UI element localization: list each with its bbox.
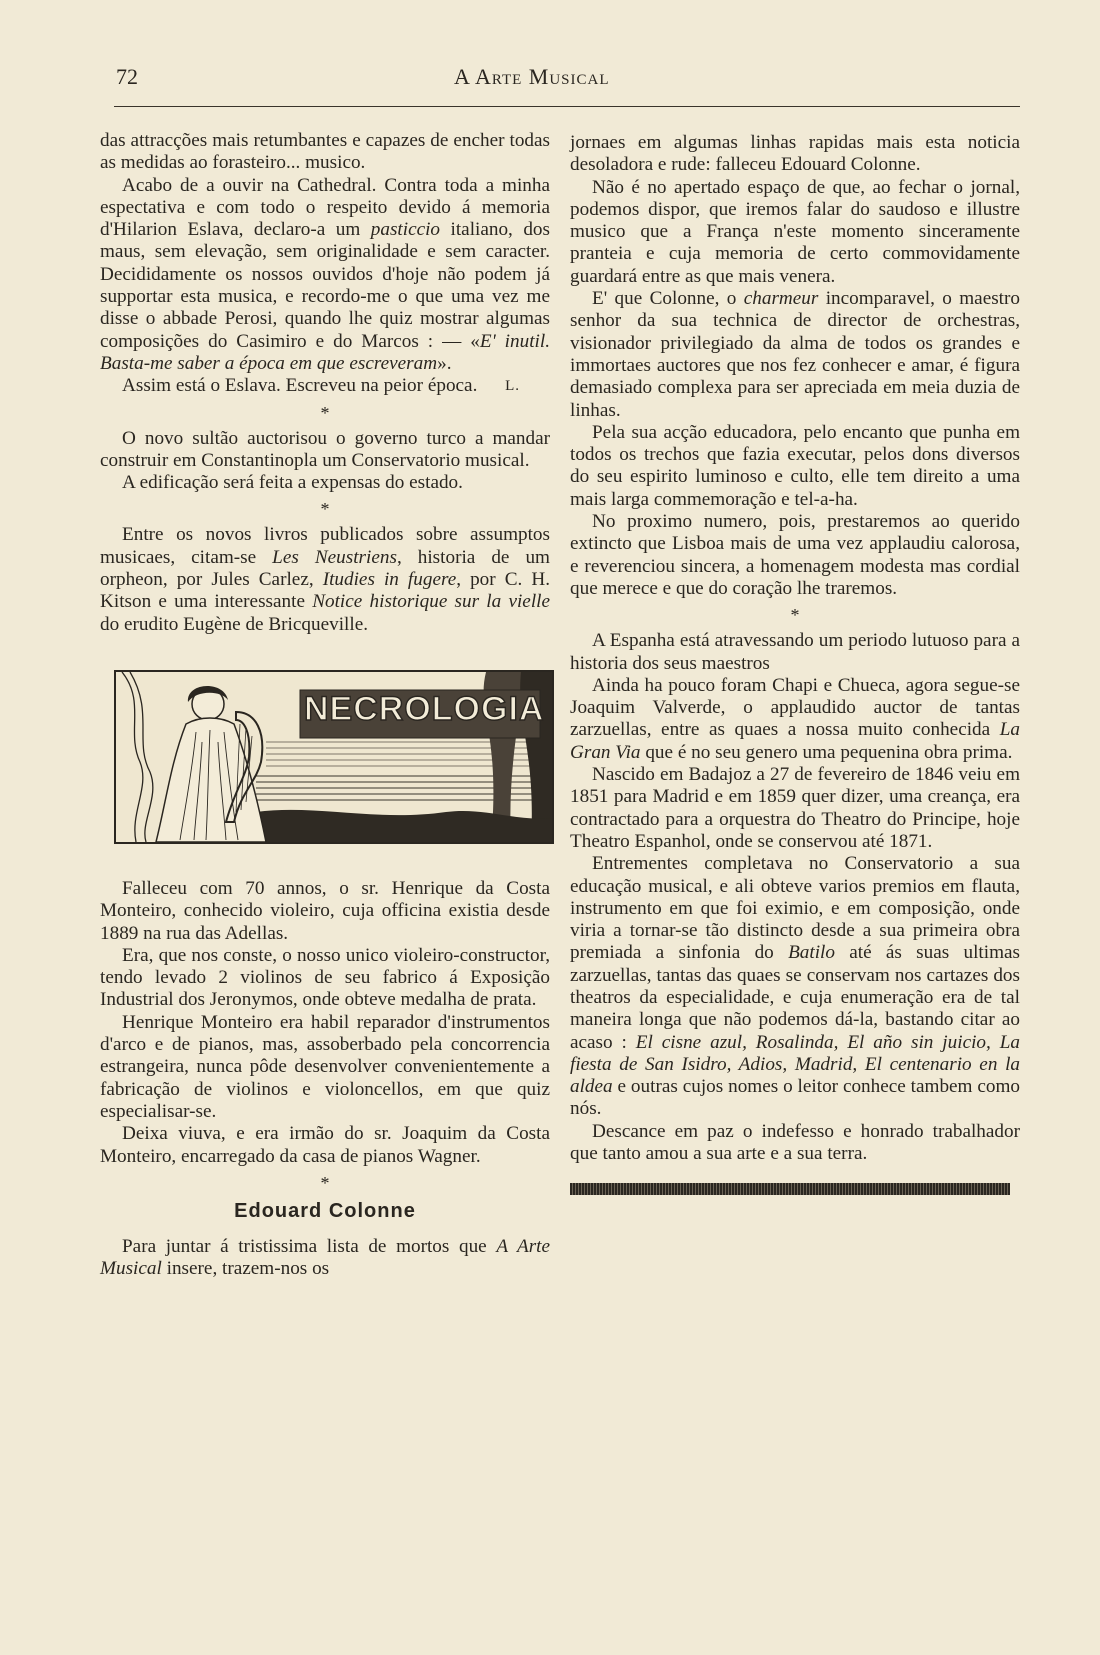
paragraph: Pela sua acção educadora, pelo encanto que punha em todos os trechos que fazia executar, pelos dons diversos do seu espirito luminoso e culto, elle tem direito a uma mais larga commemoração e tel-a-ha. <box>570 421 1020 510</box>
paragraph: A Espanha está atravessando um periodo lutuoso para a historia dos seus maestros <box>570 630 1020 674</box>
paragraph: No proximo numero, pois, prestaremos ao querido extincto que Lisboa mais de uma vez applaudiu calorosa, e reverenciou sincera, a homenagem modesta mas cordial que merece e que do coração lhe traremos. <box>570 511 1020 599</box>
page-number: 72 <box>116 64 138 89</box>
paragraph: Era, que nos conste, o nosso unico violeiro-constructor, tendo levado 2 violinos de seu fabrico á Exposição Industrial dos Jeronymos, onde obteve medalha de prata. <box>100 944 550 1011</box>
paragraph: A edificação será feita a expensas do estado. <box>122 472 463 494</box>
banner-title: NECROLOGIA <box>304 689 545 728</box>
section-heading: Edouard Colonne <box>234 1199 416 1222</box>
left-column <box>100 130 550 1281</box>
paragraph: Nascido em Badajoz a 27 de fevereiro de 1846 veiu em 1851 para Madrid e em 1859 quer dizer, uma creança, era contractado para a orquestra do Theatro do Principe, hoje Theatro Espanhol, onde se conservou até 1871. <box>570 764 1020 852</box>
asterism-separator: * <box>320 1172 330 1193</box>
page-header <box>116 64 1020 94</box>
header-rule <box>114 106 1020 107</box>
paragraph: O novo sultão auctorisou o governo turco a mandar construir em Constantinopla um Conservatorio musical. <box>100 427 550 471</box>
asterism-separator: * <box>320 402 330 423</box>
paragraph: Ainda ha pouco foram Chapi e Chueca, agora segue-se Joaquim Valverde, o applaudido auctor de tantas zarzuellas, entre as quaes a nossa muito conhecida La Gran Via que é no seu genero uma pequenina obra prima. <box>570 674 1020 763</box>
paragraph: E' que Colonne, o charmeur incomparavel, o maestro senhor da sua technica de director de orchestras, visionador privilegiado da alma de todos os grandes e immortaes auctores que nos fez conhecer e amar, é figura demasiado complexa para ser apreciada em meia duzia de linhas. <box>570 288 1020 421</box>
paragraph: Entrementes completava no Conservatorio a sua educação musical, e ali obteve varios premios em flauta, instrumento em que foi eximio, e em composição, onde viria a tornar-se tão distincto desde a sua primeira obra premiada a sinfonia do Batilo até ás suas ultimas zarzuellas, tantas das quaes se conservam nos cartazes dos theatros da especialidade, e cuja enumeração era de tal maneira longa que não podemos dá-la, bastando citar ao acaso : El cisne azul, Rosalinda, El año sin juicio, La fiesta de San Isidro, Adios, Madrid, El centenario en la aldea e outras cujos nomes o leitor conhece tambem como nós. <box>570 853 1021 1120</box>
paragraph: jornaes em algumas linhas rapidas mais esta noticia desoladora e rude: falleceu Edouard Colonne. <box>570 132 1020 176</box>
paragraph: Assim está o Eslava. Escreveu na peior época. L. <box>122 375 520 397</box>
paragraph: Para juntar á tristissima lista de mortos que A Arte Musical insere, trazem-nos os <box>100 1236 551 1280</box>
paragraph: Acabo de a ouvir na Cathedral. Contra toda a minha espectativa e com todo o respeito devido á memoria d'Hilarion Eslava, declaro-a um pasticcio italiano, dos maus, sem elevação, sem originalidade e sem caracter. Decididamente os nossos ouvidos d'hoje não podem já supportar esta musica, e recordo-me o que uma vez me disse o abbade Perosi, quando lhe quiz mostrar algumas composições do Casimiro e do Marcos : — «E' inutil. Basta-me saber a época em que escreveram». <box>100 174 550 374</box>
right-column <box>570 132 1020 1195</box>
running-title: A Arte Musical <box>454 64 610 89</box>
paragraph: Henrique Monteiro era habil reparador d'instrumentos d'arco e de pianos, mas, assoberbado pela concorrencia estrangeira, nunca pôde desenvolver convenientemente a fabricação de violinos e violoncellos, em que quiz especialisar-se. <box>100 1011 550 1122</box>
paragraph: Falleceu com 70 annos, o sr. Henrique da Costa Monteiro, conhecido violeiro, cuja officina existia desde 1889 na rua das Adellas. <box>100 877 550 944</box>
paragraph: Deixa viuva, e era irmão do sr. Joaquim da Costa Monteiro, encarregado da casa de pianos Wagner. <box>100 1123 550 1167</box>
paragraph: das attracções mais retumbantes e capazes de encher todas as medidas ao forasteiro... musico. <box>100 130 550 174</box>
signature: L. <box>505 378 520 395</box>
paragraph: Entre os novos livros publicados sobre assumptos musicaes, citam-se Les Neustriens, historia de um orpheon, por Jules Carlez, Itudies in fugere, por C. H. Kitson e uma interessante Notice historique sur la vielle do erudito Eugène de Bricqueville. <box>100 524 550 635</box>
asterism-separator: * <box>790 605 800 626</box>
necrologia-banner <box>114 670 554 844</box>
closing-rule <box>570 1183 1010 1195</box>
paragraph: Não é no apertado espaço de que, ao fechar o jornal, podemos dispor, que iremos falar do saudoso e illustre musico que a França n'este momento sinceramente pranteia e cuja memoria de certo commovidamente guardará entre as que mais venera. <box>570 176 1020 287</box>
asterism-separator: * <box>320 499 330 520</box>
paragraph: Descance em paz o indefesso e honrado trabalhador que tanto amou a sua arte e a sua terra. <box>570 1120 1020 1165</box>
